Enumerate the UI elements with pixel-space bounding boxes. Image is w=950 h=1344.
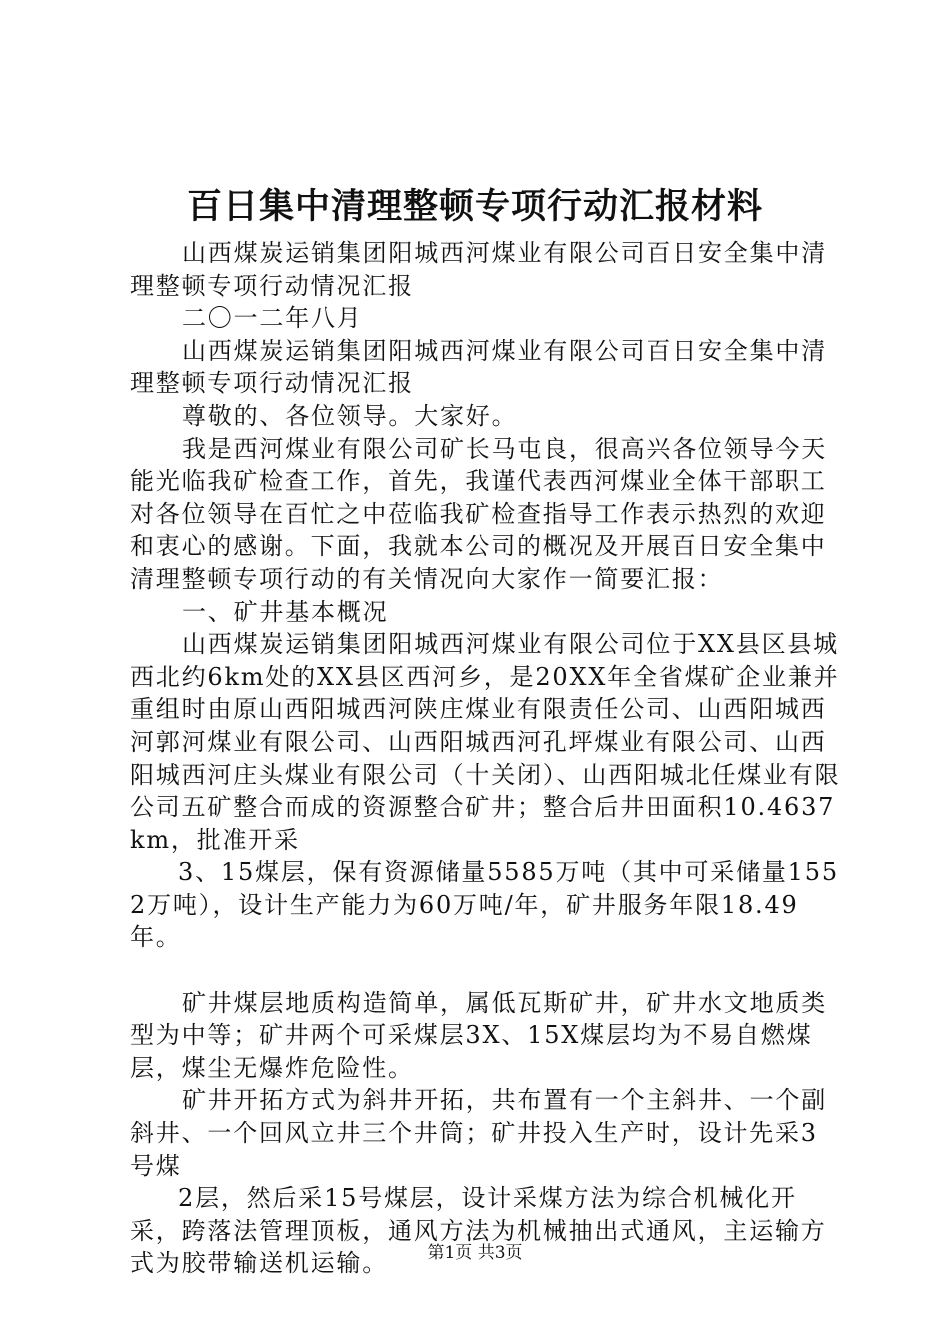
paragraph-greeting: 尊敬的、各位领导。大家好。 bbox=[182, 401, 518, 430]
document-title: 百日集中清理整顿专项行动汇报材料 bbox=[186, 186, 763, 227]
section-heading-mine-overview: 一、矿井基本概况 bbox=[182, 597, 389, 626]
paragraph-mining-method: 2层，然后采15号煤层，设计采煤方法为综合机械化开采，跨落法管理顶板，通风方法为机械抽出式通风，主运输方式为胶带输送机运输。 bbox=[130, 1184, 827, 1278]
paragraph-report-heading: 山西煤炭运销集团阳城西河煤业有限公司百日安全集中清理整顿专项行动情况汇报 bbox=[130, 239, 827, 300]
paragraph-geology: 矿井煤层地质构造简单，属低瓦斯矿井，矿井水文地质类型为中等；矿井两个可采煤层3X、15X煤层均为不易自燃煤层，煤尘无爆炸危险性。 bbox=[130, 988, 827, 1082]
paragraph-date: 二〇一二年八月 bbox=[182, 304, 363, 333]
paragraph-mine-location: 山西煤炭运销集团阳城西河煤业有限公司位于XX县区县城西北约6km处的XX县区西河乡，是20XX年全省煤矿企业兼并重组时由原山西阳城西河陕庄煤业有限责任公司、山西阳城西河郭河煤业有限公司、山西阳城西河孔坪煤业有限公司、山西阳城西河庄头煤业有限公司（十关闭）、山西阳城北任煤业有限公司五矿整合而成的资源整合矿井；整合后井田面积10.4637km，批准开采 bbox=[130, 630, 841, 854]
page-number-footer: 第1页 共3页 bbox=[427, 1243, 523, 1263]
paragraph-development-method: 矿井开拓方式为斜井开拓，共布置有一个主斜井、一个副斜井、一个回风立井三个井筒；矿井投入生产时，设计先采3号煤 bbox=[130, 1086, 827, 1180]
paragraph-report-heading-repeat: 山西煤炭运销集团阳城西河煤业有限公司百日安全集中清理整顿专项行动情况汇报 bbox=[130, 336, 827, 398]
document-body bbox=[130, 237, 842, 1280]
paragraph-introduction: 我是西河煤业有限公司矿长马屯良，很高兴各位领导今天能光临我矿检查工作，首先，我谨代表西河煤业全体干部职工对各位领导在百忙之中莅临我矿检查指导工作表示热烈的欢迎和衷心的感谢。下面，我就本公司的概况及开展百日安全集中清理整顿专项行动的有关情况向大家作一简要汇报： bbox=[130, 434, 827, 593]
paragraph-coal-reserves: 3、15煤层，保有资源储量5585万吨（其中可采储量1552万吨），设计生产能力为60万吨/年，矿井服务年限18.49年。 bbox=[130, 858, 839, 952]
paragraph-spacer bbox=[130, 954, 842, 987]
